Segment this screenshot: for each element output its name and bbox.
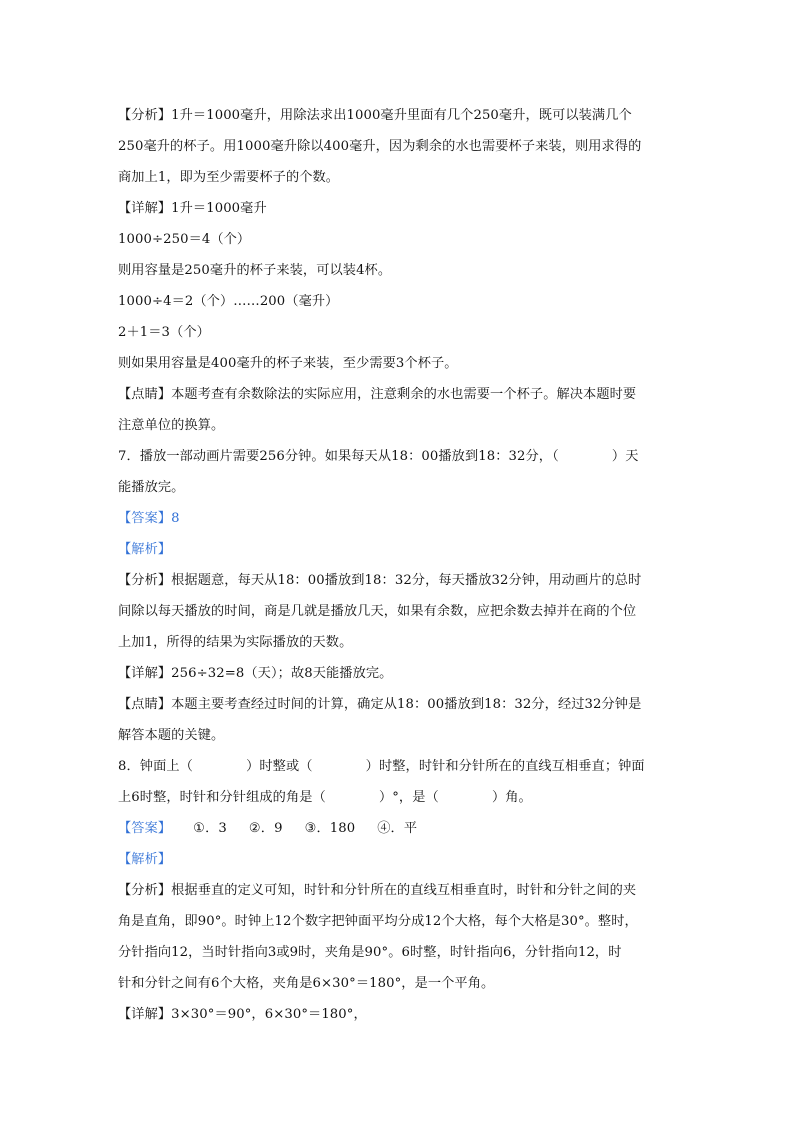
answer-8-item: ②．9 [248,821,283,836]
text-line: 间除以每天播放的时间，商是几就是播放几天，如果有余数，应把余数去掉并在商的个位 [118,604,637,619]
text-line: 针和分针之间有6个大格，夹角是6×30°＝180°，是一个平角。 [118,976,495,991]
answer-8-label: 【答案】 [118,821,172,836]
answer-8-item: ①．3 [193,821,227,836]
question-7-line: 7．播放一部动画片需要256分钟。如果每天从18：00播放到18：32分，（ ）天 [118,449,639,464]
analysis-heading-7: 【解析】 [118,542,172,557]
text-line: 【分析】1升＝1000毫升，用除法求出1000毫升里面有几个250毫升，既可以装满几个 [118,108,632,123]
text-line: 【分析】根据题意，每天从18：00播放到18：32分，每天播放32分钟，用动画片的总时 [118,573,642,588]
text-line: 商加上1，即为至少需要杯子的个数。 [118,170,340,185]
text-line: 上加1，所得的结果为实际播放的天数。 [118,635,353,650]
answer-8-item: ③．180 [304,821,356,836]
text-line: 【点睛】本题考查有余数除法的实际应用，注意剩余的水也需要一个杯子。解决本题时要 [118,387,637,402]
answer-7: 【答案】8 [118,511,180,526]
text-line: 250毫升的杯子。用1000毫升除以400毫升，因为剩余的水也需要杯子来装，则用求得的 [118,139,642,154]
answer-8 [118,813,678,844]
text-line: 角是直角，即90°。时钟上12个数字把钟面平均分成12个大格，每个大格是30°。整时， [118,914,638,929]
text-line: 分针指向12，当时针指向3或9时，夹角是90°。6时整，时针指向6，分针指向12，时 [118,945,622,960]
text-line: 【详解】3×30°＝90°，6×30°＝180°， [118,1007,367,1022]
analysis-heading-8: 【解析】 [118,852,172,867]
question-7-line: 能播放完。 [118,480,185,495]
document-page [118,100,678,1030]
text-line: 注意单位的换算。 [118,418,225,433]
text-line: 1000÷250＝4（个） [118,232,251,247]
question-8-line: 上6时整，时针和分针组成的角是（ ）°，是（ ）角。 [118,790,532,805]
text-line: 【分析】根据垂直的定义可知，时针和分针所在的直线互相垂直时，时针和分针之间的夹 [118,883,637,898]
text-line: 解答本题的关键。 [118,728,225,743]
text-line: 【详解】256÷32=8（天）；故8天能播放完。 [118,666,393,681]
text-line: 则如果用容量是400毫升的杯子来装，至少需要3个杯子。 [118,356,458,371]
answer-8-item: ④．平 [377,821,418,836]
text-line: 【详解】1升＝1000毫升 [118,201,267,216]
text-line: 2＋1＝3（个） [118,325,210,340]
question-8-line: 8．钟面上（ ）时整或（ ）时整，时针和分针所在的直线互相垂直；钟面 [118,759,645,774]
text-line: 【点睛】本题主要考查经过时间的计算，确定从18：00播放到18：32分，经过32分钟是 [118,697,642,712]
text-line: 1000÷4＝2（个）……200（毫升） [118,294,339,309]
text-line: 则用容量是250毫升的杯子来装，可以装4杯。 [118,263,392,278]
